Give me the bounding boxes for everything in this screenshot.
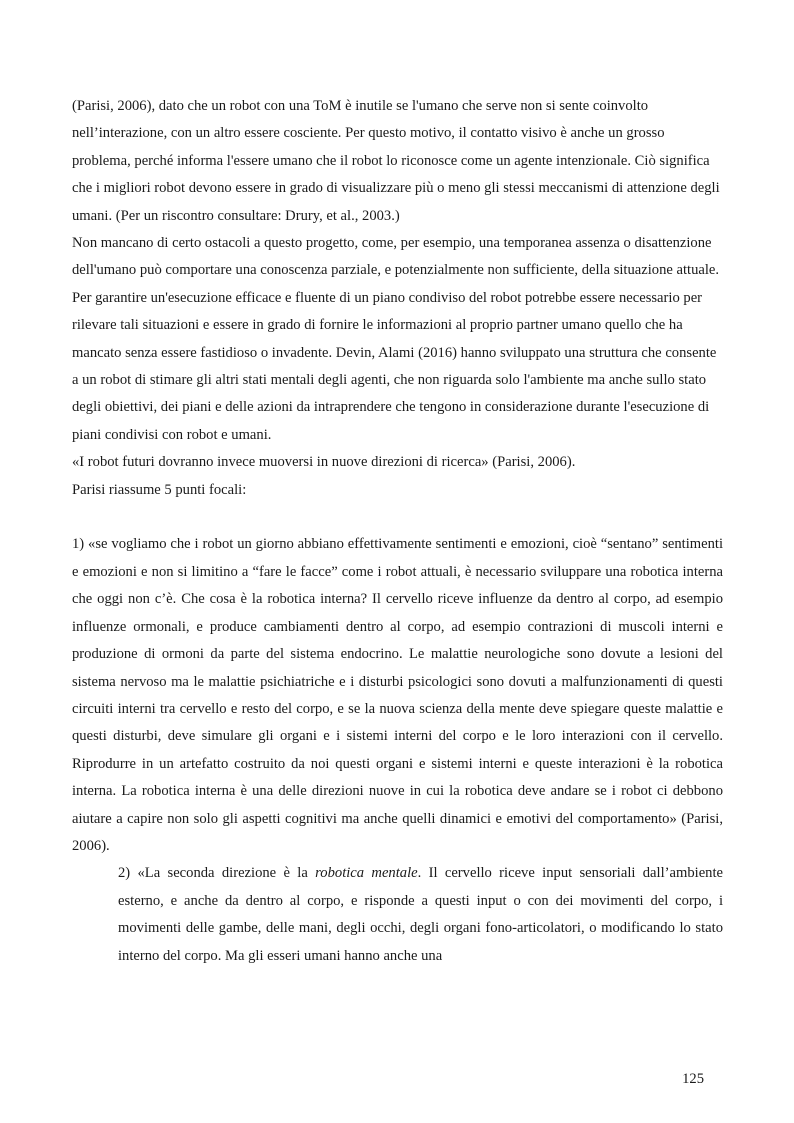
page-number: 125 bbox=[682, 1071, 704, 1087]
mental-robotics-text: . Il cervello riceve input sensoriali dall’ambiente esterno, e anche da dentro al corpo, e risponde a questi input o con dei movimenti del corpo, i movimenti delle gambe, delle mani, degli occhi, degli organi fono-articolatori, o modificando lo stato interno del corpo. Ma gli esseri umani hanno anche una bbox=[118, 865, 723, 964]
paragraph-devin-alami: Non mancano di certo ostacoli a questo progetto, come, per esempio, una temporanea assenza o disattenzione dell'umano può comportare una conoscenza parziale, e potenzialmente non sufficiente, della situazione attuale. Per garantire un'esecuzione efficace e fluente di un piano condiviso del robot potrebbe essere necessario per rilevare tali situazioni e essere in grado di fornire le informazioni al proprio partner umano quello che ha mancato senza essere fastidioso o invadente. Devin, Alami (2016) hanno sviluppato una struttura che consente a un robot di stimare gli altri stati mentali degli agenti, che non riguarda solo l'ambiente ma anche sullo stato degli obiettivi, dei piani e delle azioni da intraprendere che tengono in considerazione durante l'esecuzione di piani condivisi con robot e umani. bbox=[72, 235, 720, 443]
list-item-mental-robotics bbox=[72, 860, 723, 970]
list-item-internal-robotics: 1) «se vogliamo che i robot un giorno abbiano effettivamente sentimenti e emozioni, cioè “sentano” sentimenti e emozioni e non si limitino a “fare le facce” come i robot attuali, è necessario sviluppare una robotica interna che oggi non c’è. Che cosa è la robotica interna? Il cervello riceve influenze da dentro al corpo, ad esempio influenze ormonali, e produce cambiamenti dentro al corpo, ad esempio contrazioni di muscoli interni e produzione di ormoni da parte del sistema endocrino. Le malattie neurologiche sono dovute a lesioni del sistema nervoso ma le malattie psichiatriche e i disturbi psicologici sono dovuti a malfunzionamenti di questi circuiti interni tra cervello e resto del corpo, e se la nuova scienza della mente deve spiegare queste malattie e questi disturbi, deve simulare gli organi e i sistemi interni del corpo e le loro interazioni con il cervello. Riprodurre in un artefatto costruito da noi questi organi e sistemi interni e queste interazioni è la robotica interna. La robotica interna è una delle direzioni nuove in cui la robotica deve andare se i robot ci debbono aiutare a capire non solo gli aspetti cognitivi ma anche quelli dinamici e emotivi del comportamento» (Parisi, 2006). bbox=[72, 536, 723, 854]
mental-robotics-lead: 2) «La seconda direzione è la bbox=[118, 865, 316, 882]
paragraph-focal-points-intro: Parisi riassume 5 punti focali: bbox=[72, 481, 247, 498]
mental-robotics-term: robotica mentale bbox=[315, 865, 418, 882]
paragraph-quote-future-robots: «I robot futuri dovranno invece muoversi in nuove direzioni di ricerca» (Parisi, 2006). bbox=[72, 454, 576, 471]
paragraph-drury-citation: (Parisi, 2006), dato che un robot con una ToM è inutile se l'umano che serve non si sente coinvolto nell’interazione, con un altro essere cosciente. Per questo motivo, il contatto visivo è anche un grosso problema, perché informa l'essere umano che il robot lo riconosce come un agente intenzionale. Ciò significa che i migliori robot devono essere in grado di visualizzare più o meno gli stessi meccanismi di attenzione degli umani. (Per un riscontro consultare: Drury, et al., 2003.) bbox=[72, 98, 720, 224]
blank-line bbox=[72, 504, 723, 531]
page-body bbox=[72, 93, 723, 970]
